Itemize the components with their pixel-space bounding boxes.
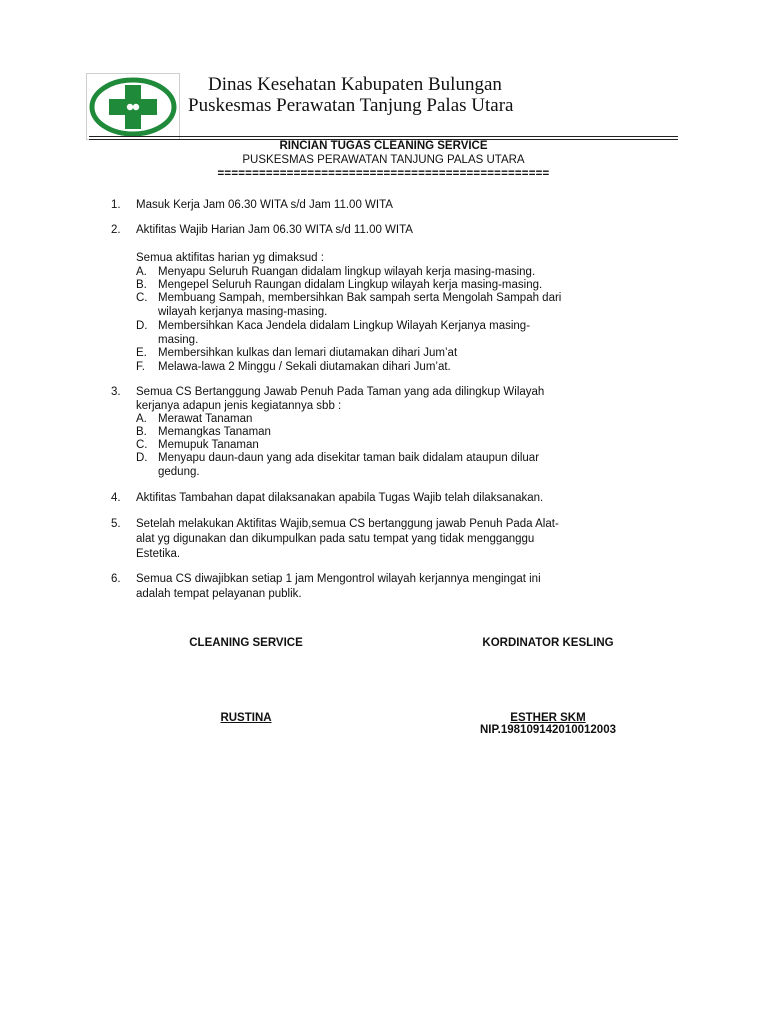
item-text: Semua CS Bertanggung Jawab Penuh Pada Taman yang ada dilingkup Wilayah bbox=[136, 386, 545, 398]
sub-item-text: Membersihkan kulkas dan lemari diutamakan dihari Jum’at bbox=[158, 347, 458, 359]
sub-item-text: Memupuk Tanaman bbox=[158, 439, 259, 451]
sub-item-text-continued: masing. bbox=[158, 334, 199, 346]
sub-item-letter: B. bbox=[136, 279, 147, 291]
item-number: 6. bbox=[111, 573, 121, 585]
sub-item-text: Membersihkan Kaca Jendela didalam Lingkup Wilayah Kerjanya masing- bbox=[158, 320, 531, 332]
item-text-continued: alat yg digunakan dan dikumpulkan pada satu tempat yang tidak mengganggu bbox=[136, 533, 535, 545]
item-text: Semua CS diwajibkan setiap 1 jam Mengontrol wilayah kerjannya mengingat ini bbox=[136, 573, 541, 585]
item-text-continued: Estetika. bbox=[136, 548, 181, 560]
sub-item-text: Melawa-lawa 2 Minggu / Sekali diutamakan dihari Jum’at. bbox=[158, 361, 451, 373]
sub-item-text: Memangkas Tanaman bbox=[158, 426, 271, 438]
sub-item-text: Menyapu Seluruh Ruangan didalam lingkup wilayah kerja masing-masing. bbox=[158, 266, 536, 278]
sub-item-letter: C. bbox=[136, 439, 148, 451]
item-text: Aktifitas Tambahan dapat dilaksanakan apabila Tugas Wajib telah dilaksanakan. bbox=[136, 492, 544, 504]
sub-item-letter: B. bbox=[136, 426, 147, 438]
letterhead-line-1: Dinas Kesehatan Kabupaten Bulungan bbox=[208, 74, 502, 95]
sub-item-text-continued: wilayah kerjanya masing-masing. bbox=[158, 306, 328, 318]
sub-item-letter: A. bbox=[136, 266, 147, 278]
item-text-continued: adalah tempat pelayanan publik. bbox=[136, 588, 302, 600]
signature-left-name bbox=[146, 711, 346, 725]
sub-item-letter: D. bbox=[136, 452, 148, 464]
sub-item-text: Mengepel Seluruh Raungan didalam Lingkup wilayah kerja masing-masing. bbox=[158, 279, 543, 291]
item-text: Masuk Kerja Jam 06.30 WITA s/d Jam 11.00 WITA bbox=[136, 199, 393, 211]
puskesmas-logo bbox=[86, 73, 180, 140]
signatory-name: RUSTINA bbox=[220, 712, 272, 724]
sub-item-text-continued: gedung. bbox=[158, 466, 200, 478]
green-cross-emblem-icon bbox=[86, 73, 180, 140]
item-text: Setelah melakukan Aktifitas Wajib,semua CS bertanggung jawab Penuh Pada Alat- bbox=[136, 518, 559, 530]
item-text: Aktifitas Wajib Harian Jam 06.30 WITA s/d 11.00 WITA bbox=[136, 224, 413, 236]
sub-item-letter: D. bbox=[136, 320, 148, 332]
letterhead-rule bbox=[89, 136, 678, 137]
item-number: 3. bbox=[111, 386, 121, 398]
sub-item-letter: C. bbox=[136, 292, 148, 304]
signatory-name: ESTHER SKM bbox=[510, 712, 586, 724]
signature-right-nip: NIP.198109142010012003 bbox=[479, 724, 616, 736]
item-number: 4. bbox=[111, 492, 121, 504]
letterhead-line-2: Puskesmas Perawatan Tanjung Palas Utara bbox=[188, 95, 514, 116]
signature-left-role: CLEANING SERVICE bbox=[189, 637, 303, 649]
sub-item-letter: F. bbox=[136, 361, 145, 373]
sub-item-letter: A. bbox=[136, 413, 147, 425]
item-number: 5. bbox=[111, 518, 121, 530]
item-text-continued: kerjanya adapun jenis kegiatannya sbb : bbox=[136, 400, 342, 412]
sub-item-text: Membuang Sampah, membersihkan Bak sampah serta Mengolah Sampah dari bbox=[158, 292, 562, 304]
signature-right-role: KORDINATOR KESLING bbox=[482, 637, 614, 649]
item-number: 2. bbox=[111, 224, 121, 236]
sub-item-text: Merawat Tanaman bbox=[158, 413, 253, 425]
document-subtitle: PUSKESMAS PERAWATAN TANJUNG PALAS UTARA bbox=[242, 154, 525, 166]
sub-item-letter: E. bbox=[136, 347, 147, 359]
sub-item-text: Menyapu daun-daun yang ada disekitar taman baik didalam ataupun diluar bbox=[158, 452, 540, 464]
letterhead bbox=[188, 74, 513, 116]
title-separator: ================================================ bbox=[217, 168, 550, 180]
item-intro: Semua aktifitas harian yg dimaksud : bbox=[136, 252, 324, 264]
document-title: RINCIAN TUGAS CLEANING SERVICE bbox=[279, 140, 488, 152]
item-number: 1. bbox=[111, 199, 121, 211]
